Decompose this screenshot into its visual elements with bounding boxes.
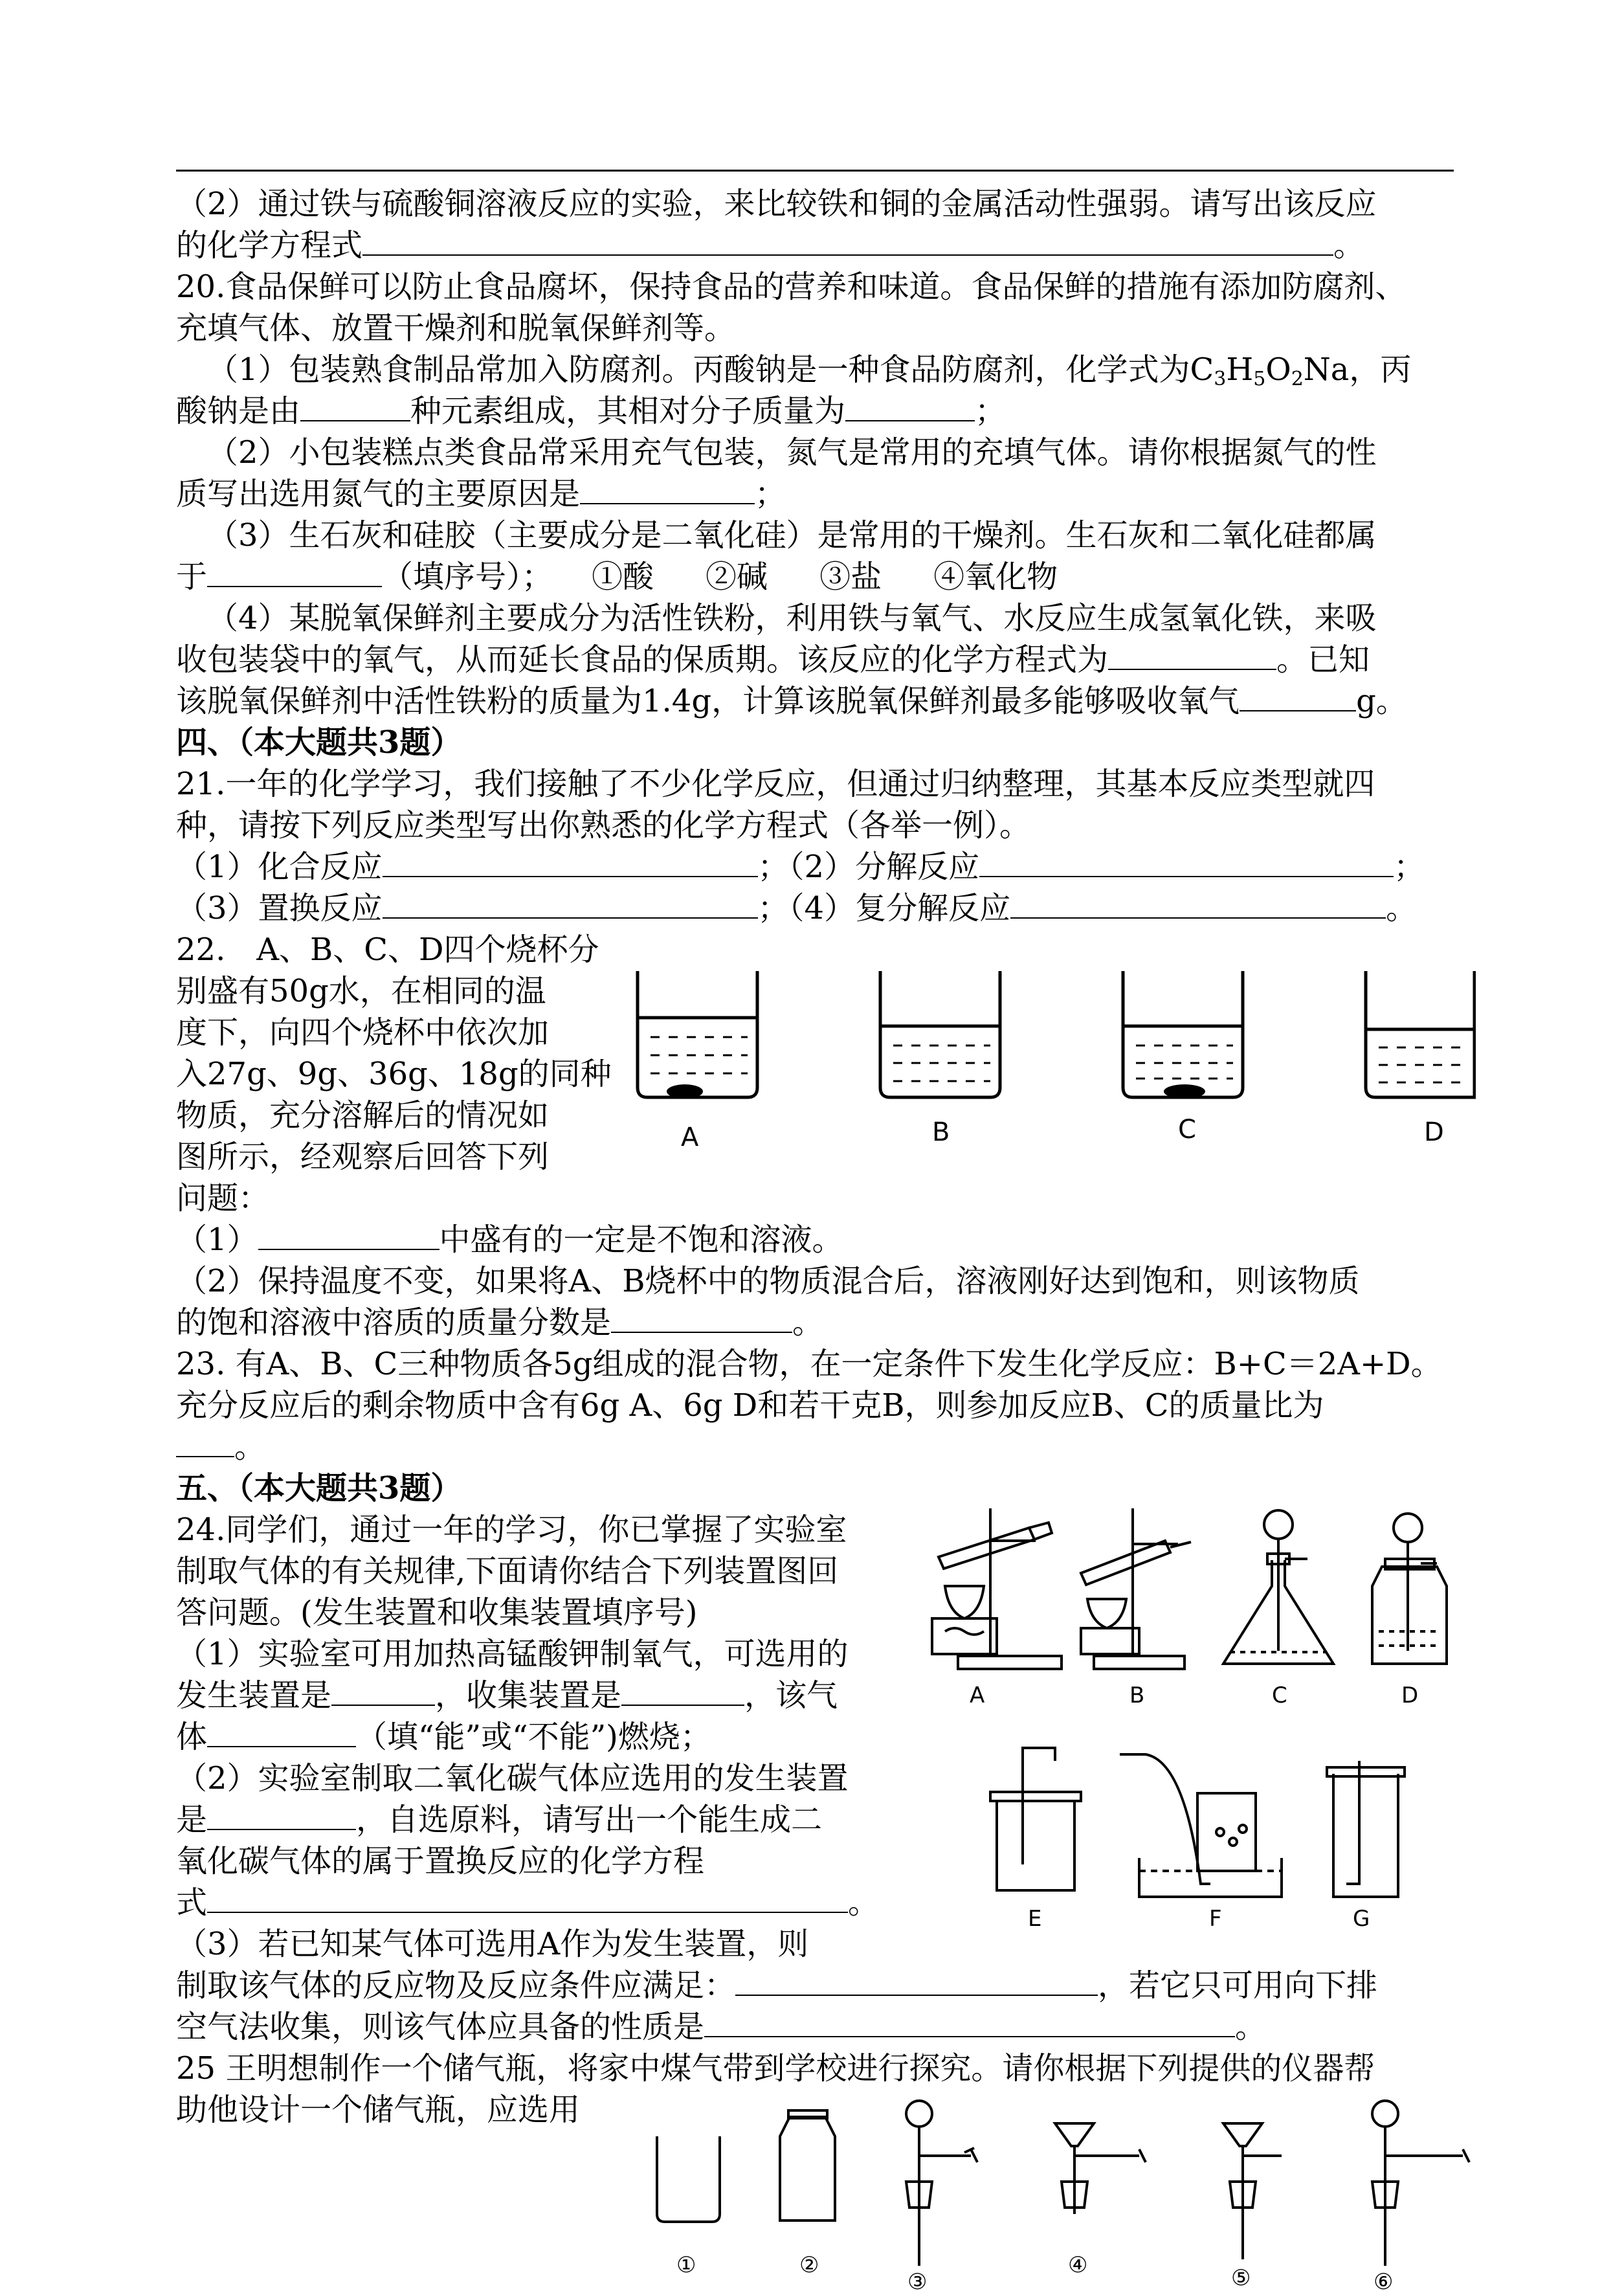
- q22-text-4: 入27g、9g、36g、18g的同种: [176, 1056, 612, 1092]
- q20-part4-line1: （4）某脱氧保鲜剂主要成分为活性铁粉，利用铁与氧气、水反应生成氢氧化铁，来吸: [207, 600, 1377, 636]
- q22-text-5: 物质，充分溶解后的情况如: [176, 1097, 550, 1134]
- q23-line1: 23. 有A、B、C三种物质各5g组成的混合物，在一定条件下发生化学反应：B+C＝2A+D。: [176, 1346, 1442, 1382]
- apparatus-figure-top: [919, 1502, 1463, 1716]
- section-heading-5: 五、（本大题共3题）: [176, 1470, 462, 1506]
- q22-text-3: 度下，向四个烧杯中依次加: [176, 1014, 550, 1051]
- answer-blank[interactable]: [845, 392, 975, 421]
- instrument-1: ①: [676, 2252, 696, 2278]
- answer-blank[interactable]: [331, 1676, 435, 1706]
- q22-part2-line2: 的饱和溶液中溶质的质量分数是 。: [176, 1304, 824, 1341]
- answer-blank[interactable]: [611, 1303, 792, 1333]
- q24-part2-line2: 是 ，自选原料，请写出一个能生成二: [176, 1802, 823, 1838]
- apparatus-label-d: D: [1401, 1683, 1419, 1708]
- answer-blank[interactable]: [621, 1676, 744, 1706]
- q20-part3-line1: （3）生石灰和硅胶（主要成分是二氧化硅）是常用的干燥剂。生石灰和二氧化硅都属: [207, 517, 1377, 554]
- q24-part3-line1: （3）若已知某气体可选用A作为发生装置，则: [176, 1926, 809, 1962]
- q19-part2-line1: （2）通过铁与硫酸铜溶液反应的实验，来比较铁和铜的金属活动性强弱。请写出该反应: [176, 186, 1377, 222]
- q22-part1: （1） 中盛有的一定是不饱和溶液。: [176, 1222, 843, 1258]
- q22-part2-line1: （2）保持温度不变，如果将A、B烧杯中的物质混合后，溶液刚好达到饱和，则该物质: [176, 1263, 1360, 1299]
- answer-blank[interactable]: [979, 847, 1394, 877]
- q20-part2-line2: 质写出选用氮气的主要原因是 ；: [176, 476, 786, 512]
- q19-part2-line2: 的化学方程式 。: [176, 227, 1365, 263]
- q25-line1: 25 王明想制作一个储气瓶，将家中煤气带到学校进行探究。请你根据下列提供的仪器帮: [176, 2050, 1375, 2086]
- q20-part3-line2: 于 （填序号）； ①酸 ②碱 ③盐 ④氧化物: [176, 559, 1058, 595]
- instrument-4: ④: [1068, 2252, 1088, 2278]
- beaker-label-c: C: [1178, 1115, 1196, 1145]
- chemical-formula: $C_3H_5O_2Na$，丙: [1190, 352, 1412, 390]
- instrument-5: ⑤: [1231, 2265, 1251, 2291]
- q20-part4-line2: 收包装袋中的氧气，从而延长食品的保质期。该反应的化学方程式为 。已知: [176, 642, 1370, 678]
- answer-blank[interactable]: [207, 1800, 356, 1830]
- q24-part2-line4: 式 。: [176, 1885, 880, 1921]
- header-rule: [176, 170, 1454, 172]
- q20-part1-line2: 酸钠是由 种元素组成，其相对分子质量为 ；: [176, 393, 1007, 429]
- instrument-3: ③: [907, 2269, 928, 2292]
- q20-part4-line3: 该脱氧保鲜剂中活性铁粉的质量为1.4g，计算该脱氧保鲜剂最多能够吸收氧气 g。: [176, 683, 1407, 719]
- beakers-figure: [621, 958, 1476, 1152]
- instrument-2: ②: [799, 2252, 819, 2278]
- q22-text-2: 别盛有50g水，在相同的温: [176, 973, 546, 1009]
- q21-line1: 21.一年的化学学习，我们接触了不少化学反应，但通过归纳整理，其基本反应类型就四: [176, 766, 1375, 802]
- q22-text-7: 问题：: [176, 1180, 270, 1216]
- apparatus-label-f: F: [1209, 1906, 1222, 1929]
- q24-part1-line2: 发生装置是 ，收集装置是 ，该气: [176, 1677, 838, 1714]
- q22-text-1: 22. A、B、C、D四个烧杯分: [176, 932, 599, 968]
- q21-line2: 种，请按下列反应类型写出你熟悉的化学方程式（各举一例）。: [176, 807, 1031, 844]
- answer-blank[interactable]: [258, 1220, 439, 1250]
- answer-blank[interactable]: [362, 226, 1333, 256]
- answer-blank[interactable]: [1240, 682, 1356, 711]
- instrument-6: ⑥: [1374, 2269, 1394, 2292]
- q21-line3: （1）化合反应 ；（2）分解反应 ；: [176, 849, 1425, 885]
- answer-blank[interactable]: [207, 1717, 356, 1747]
- apparatus-figure-bottom: [971, 1735, 1411, 1929]
- q24-text-2: 制取气体的有关规律,下面请你结合下列装置图回: [176, 1553, 839, 1589]
- beaker-label-b: B: [932, 1117, 950, 1147]
- q20-intro-line1: 20.食品保鲜可以防止食品腐坏，保持食品的营养和味道。食品保鲜的措施有添加防腐剂、: [176, 269, 1407, 305]
- q21-line4: （3）置换反应 ；（4）复分解反应 。: [176, 890, 1418, 926]
- answer-blank[interactable]: [207, 557, 382, 587]
- apparatus-label-a: A: [970, 1683, 985, 1708]
- q23-line3: 。: [176, 1427, 265, 1467]
- q24-part3-line2: 制取该气体的反应物及反应条件应满足： ，若它只可用向下排: [176, 1967, 1378, 2004]
- q20-part1-line1: （1）包装熟食制品常加入防腐剂。丙酸钠是一种食品防腐剂，化学式为$C_3H_5O_2Na$，丙: [207, 352, 1412, 390]
- q24-text-3: 答问题。(发生装置和收集装置填序号): [176, 1594, 698, 1631]
- answer-blank[interactable]: [1108, 640, 1276, 670]
- beaker-label-d: D: [1424, 1117, 1444, 1147]
- answer-blank[interactable]: [207, 1883, 848, 1913]
- apparatus-label-b: B: [1129, 1683, 1145, 1708]
- apparatus-label-c: C: [1272, 1683, 1287, 1708]
- q24-part1-line1: （1）实验室可用加热高锰酸钾制氧气，可选用的: [176, 1636, 849, 1672]
- q24-part2-line3: 氧化碳气体的属于置换反应的化学方程: [176, 1843, 705, 1879]
- answer-blank[interactable]: [580, 475, 755, 504]
- answer-blank[interactable]: [383, 847, 758, 877]
- q24-part2-line1: （2）实验室制取二氧化碳气体应选用的发生装置: [176, 1760, 849, 1796]
- instruments-figure: [641, 2085, 1482, 2292]
- q24-text-1: 24.同学们，通过一年的学习，你已掌握了实验室: [176, 1512, 847, 1548]
- q24-part3-line3: 空气法收集，则该气体应具备的性质是 。: [176, 2009, 1267, 2045]
- apparatus-label-e: E: [1028, 1906, 1042, 1929]
- q22-text-6: 图所示，经观察后回答下列: [176, 1139, 550, 1175]
- answer-blank[interactable]: [176, 1427, 234, 1457]
- q25-line2: 助他设计一个储气瓶，应选用: [176, 2092, 581, 2128]
- q23-line2: 充分反应后的剩余物质中含有6g A、6g D和若干克B，则参加反应B、C的质量比为: [176, 1387, 1324, 1424]
- q24-part1-line3: 体 （填“能”或“不能”)燃烧；: [176, 1719, 711, 1755]
- q20-part2-line1: （2）小包装糕点类食品常采用充气包装，氮气是常用的充填气体。请你根据氮气的性: [207, 434, 1377, 471]
- answer-blank[interactable]: [300, 392, 410, 421]
- answer-blank[interactable]: [1010, 889, 1386, 919]
- answer-blank[interactable]: [735, 1966, 1098, 1996]
- beaker-label-a: A: [681, 1123, 699, 1152]
- apparatus-label-g: G: [1353, 1906, 1370, 1929]
- section-heading-4: 四、（本大题共3题）: [176, 724, 462, 761]
- answer-blank[interactable]: [704, 2008, 1235, 2037]
- q20-intro-line2: 充填气体、放置干燥剂和脱氧保鲜剂等。: [176, 310, 736, 346]
- answer-blank[interactable]: [383, 889, 758, 919]
